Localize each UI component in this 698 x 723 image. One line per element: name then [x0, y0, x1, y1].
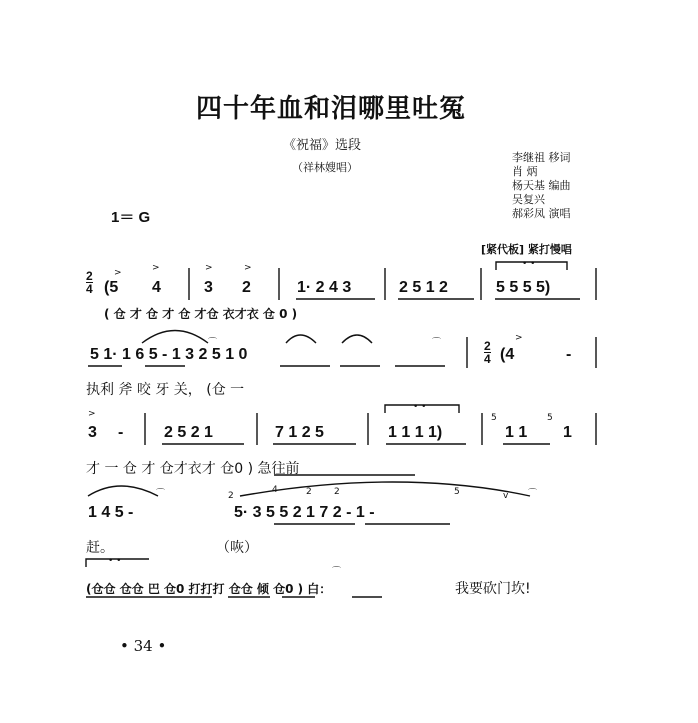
tempo-marking: [紧代板] 紧打慢唱	[481, 243, 572, 256]
svg-text:4: 4	[272, 485, 278, 495]
svg-text:2: 2	[306, 487, 312, 497]
notes-line3-c: 2 5 2 1	[164, 424, 213, 441]
svg-text:⌒: ⌒	[156, 489, 166, 499]
svg-text:5: 5	[491, 413, 497, 423]
notes-line1-c: 3	[204, 279, 213, 296]
slur	[286, 335, 316, 343]
svg-text:5: 5	[454, 487, 460, 497]
notes-line3-e: 1 1 1 1)	[388, 424, 443, 441]
lyrics-line4-b: （咴）	[216, 540, 258, 556]
notes-line2-c: -	[566, 346, 572, 363]
notes-line1-b: 4	[152, 279, 161, 296]
lyrics-line3: 才 一 仓 才 仓才衣才 仓0 ) 急往前	[86, 461, 300, 477]
credit-line: 郝彩凤 演唱	[512, 207, 571, 220]
credit-line: 吴复兴	[512, 193, 545, 206]
notes-line1-d: 2	[242, 279, 251, 296]
notes-line4-a: 1 4 5 -	[88, 504, 134, 521]
notes-line1-g: 5 5 5 5)	[496, 279, 551, 296]
svg-text:5: 5	[547, 413, 553, 423]
svg-text:⌒: ⌒	[432, 338, 442, 348]
svg-text:>: >	[205, 263, 213, 273]
time-signature: 2 4	[86, 269, 93, 296]
slur	[88, 486, 158, 496]
svg-text:⌒: ⌒	[332, 567, 342, 577]
notes-line3-d: 7 1 2 5	[275, 424, 324, 441]
notes-line1-f: 2 5 1 2	[399, 279, 448, 296]
svg-text:>: >	[244, 263, 252, 273]
svg-text:>: >	[515, 333, 523, 343]
svg-text:• •: • •	[522, 259, 536, 269]
slur	[142, 331, 208, 344]
page-number: • 34 •	[120, 637, 167, 655]
subtitle: 《祝福》选段	[283, 138, 362, 153]
credit-line: 杨天基 编曲	[512, 179, 571, 192]
svg-text:>: >	[88, 409, 96, 419]
svg-text:⌒: ⌒	[208, 338, 218, 348]
svg-text:2: 2	[334, 487, 340, 497]
role-note: （祥林嫂唱）	[292, 161, 358, 174]
credit-line: 李继祖 移词	[512, 151, 571, 164]
credit-line: 肖 炳	[512, 165, 538, 178]
percussion-line1: ( 仓 才 仓 才 仓 才仓 衣才衣 仓 0 )	[104, 307, 298, 321]
page-title: 四十年血和泪哪里吐冤	[196, 94, 467, 124]
svg-text:⌒: ⌒	[528, 489, 538, 499]
key-signature: 1＝ G	[111, 209, 151, 226]
notes-line1-a: (5	[104, 279, 119, 296]
spoken-line: 我要砍门坎!	[455, 581, 531, 597]
notes-line3-b: -	[118, 424, 124, 441]
notes-line3-g: 1	[563, 424, 572, 441]
time-signature-2: 2 4	[484, 339, 491, 366]
percussion-line5: (仓仓 仓仓 巴 仓0 打打打 仓仓 倾 仓0 ) 白：	[86, 582, 332, 596]
svg-text:• •: • •	[108, 556, 122, 566]
notes-line3-f: 1 1	[505, 424, 528, 441]
svg-text:>: >	[114, 268, 122, 278]
slur	[240, 482, 530, 496]
notes-line4-b: 5· 3 5 5 2 1 7 2 - 1 -	[234, 504, 375, 521]
svg-text:>: >	[152, 263, 160, 273]
notes-line2-main: 5 1· 1 6 5 - 1 3 2 5 1 0	[90, 346, 248, 363]
svg-text:v: v	[503, 491, 509, 501]
notes-line3-a: 3	[88, 424, 97, 441]
svg-text:2: 2	[228, 491, 234, 501]
notes-line2-b: (4	[500, 346, 515, 363]
svg-text:• •: • •	[413, 402, 427, 412]
slur	[342, 335, 372, 343]
notes-line1-e: 1· 2 4 3	[297, 279, 352, 296]
lyrics-line4-a: 赶。	[86, 540, 114, 556]
lyrics-line2: 执利 斧 咬 牙 关， (仓 一	[86, 382, 245, 398]
